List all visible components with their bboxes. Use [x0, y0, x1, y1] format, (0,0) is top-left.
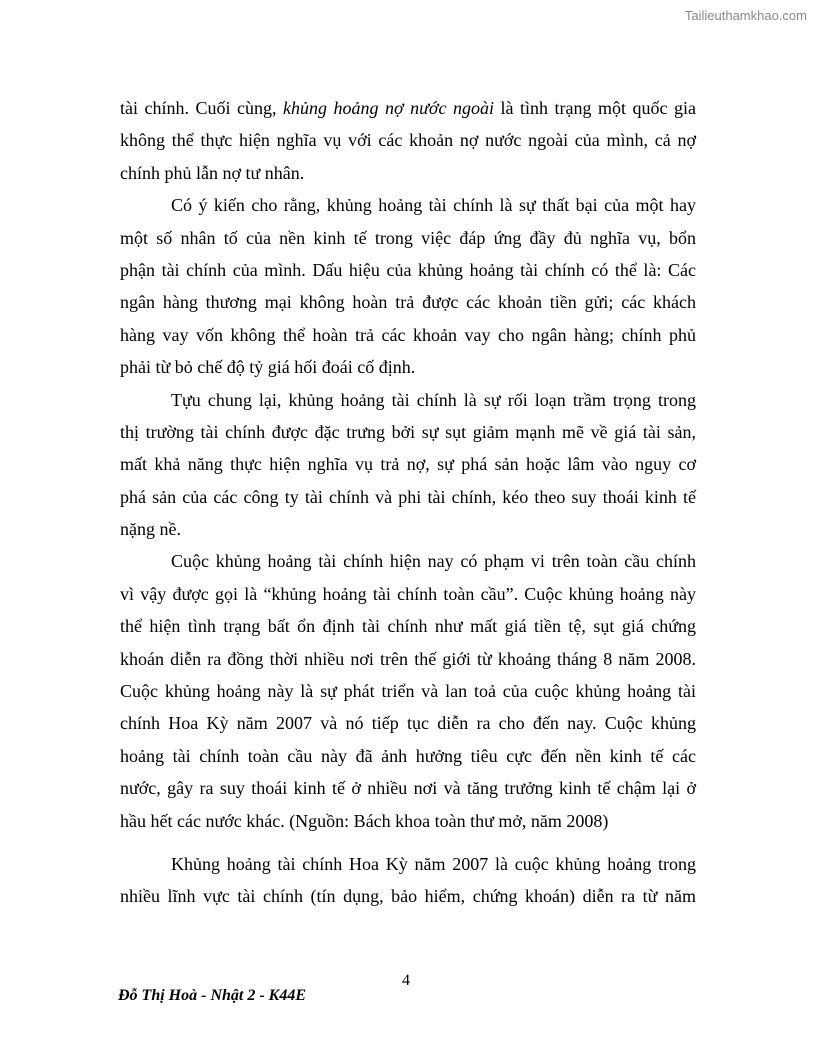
paragraph [120, 189, 696, 383]
text-line: Khủng hoảng tài chính Hoa Kỳ năm 2007 là cuộc khủng hoảng trong [171, 853, 696, 874]
text-line: hoảng tài chính toàn cầu này đã ảnh hưởng tiêu cực đến nền kinh tế các [120, 745, 696, 766]
footer-author: Đỗ Thị Hoà - Nhật 2 - K44E [118, 987, 307, 1004]
text-line: Có ý kiến cho rằng, khủng hoảng tài chính là sự thất bại của một hay [171, 195, 696, 216]
paragraph-gap [120, 837, 696, 848]
paragraph [120, 545, 696, 837]
text-line: mất khả năng thực hiện nghĩa vụ trả nợ, sự phá sản hoặc lâm vào nguy cơ [120, 454, 696, 475]
text-line: thể hiện tình trạng bất ổn định tài chính như mất giá tiền tệ, sụt giá chứng [120, 616, 696, 637]
paragraph [120, 848, 696, 913]
text-line [120, 92, 696, 124]
paragraph [120, 92, 696, 189]
text-span: tài chính. Cuối cùng, [120, 98, 283, 118]
text-line: phận tài chính của mình. Dấu hiệu của khủng hoảng tài chính có thể là: Các [120, 259, 696, 280]
text-line: khoán diễn ra đồng thời nhiều nơi trên thế giới từ khoảng tháng 8 năm 2008. [120, 648, 696, 669]
text-span: là tình trạng một quốc gia [494, 98, 697, 118]
text-line: thị trường tài chính được đặc trưng bởi sự sụt giảm mạnh mẽ về giá tài sản, [120, 421, 696, 442]
text-line: nhiều lĩnh vực tài chính (tín dụng, bảo hiểm, chứng khoán) diễn ra từ năm [120, 886, 696, 907]
page-number: 4 [402, 972, 410, 989]
paragraph [120, 384, 696, 546]
text-line: vì vậy được gọi là “khủng hoảng tài chính toàn cầu”. Cuộc khủng hoảng này [120, 583, 696, 604]
text-line: Cuộc khủng hoảng tài chính hiện nay có phạm vi trên toàn cầu chính [171, 551, 696, 572]
emphasis-term: khủng hoảng nợ nước ngoài [283, 98, 495, 118]
watermark: Tailieuthamkhao.com [684, 8, 807, 23]
text-line: phải từ bỏ chế độ tỷ giá hối đoái cố định. [120, 357, 416, 378]
text-line: một số nhân tố của nền kinh tế trong việc đáp ứng đầy đủ nghĩa vụ, bổn [120, 227, 696, 248]
text-line: chính Hoa Kỳ năm 2007 và nó tiếp tục diễn ra cho đến nay. Cuộc khủng [120, 713, 696, 734]
text-line: nước, gây ra suy thoái kinh tế ở nhiều nơi và tăng trưởng kinh tế chậm lại ở [120, 778, 696, 799]
document-body [120, 92, 696, 913]
text-line: Tựu chung lại, khủng hoảng tài chính là sự rối loạn trầm trọng trong [171, 389, 696, 410]
text-line: hầu hết các nước khác. (Nguồn: Bách khoa toàn thư mở, năm 2008) [120, 810, 609, 831]
text-line: nặng nề. [120, 519, 181, 540]
text-line: Cuộc khủng hoảng này là sự phát triển và lan toả của cuộc khủng hoảng tài [120, 681, 696, 702]
text-line: hàng vay vốn không thể hoàn trả các khoản vay cho ngân hàng; chính phủ [120, 324, 696, 345]
text-line: phá sản của các công ty tài chính và phi tài chính, kéo theo suy thoái kinh tế [120, 486, 696, 507]
text-line: không thể thực hiện nghĩa vụ với các khoản nợ nước ngoài của mình, cả nợ [120, 130, 696, 151]
text-line: ngân hàng thương mại không hoàn trả được các khoản tiền gửi; các khách [120, 292, 696, 313]
text-line: chính phủ lẫn nợ tư nhân. [120, 162, 305, 183]
